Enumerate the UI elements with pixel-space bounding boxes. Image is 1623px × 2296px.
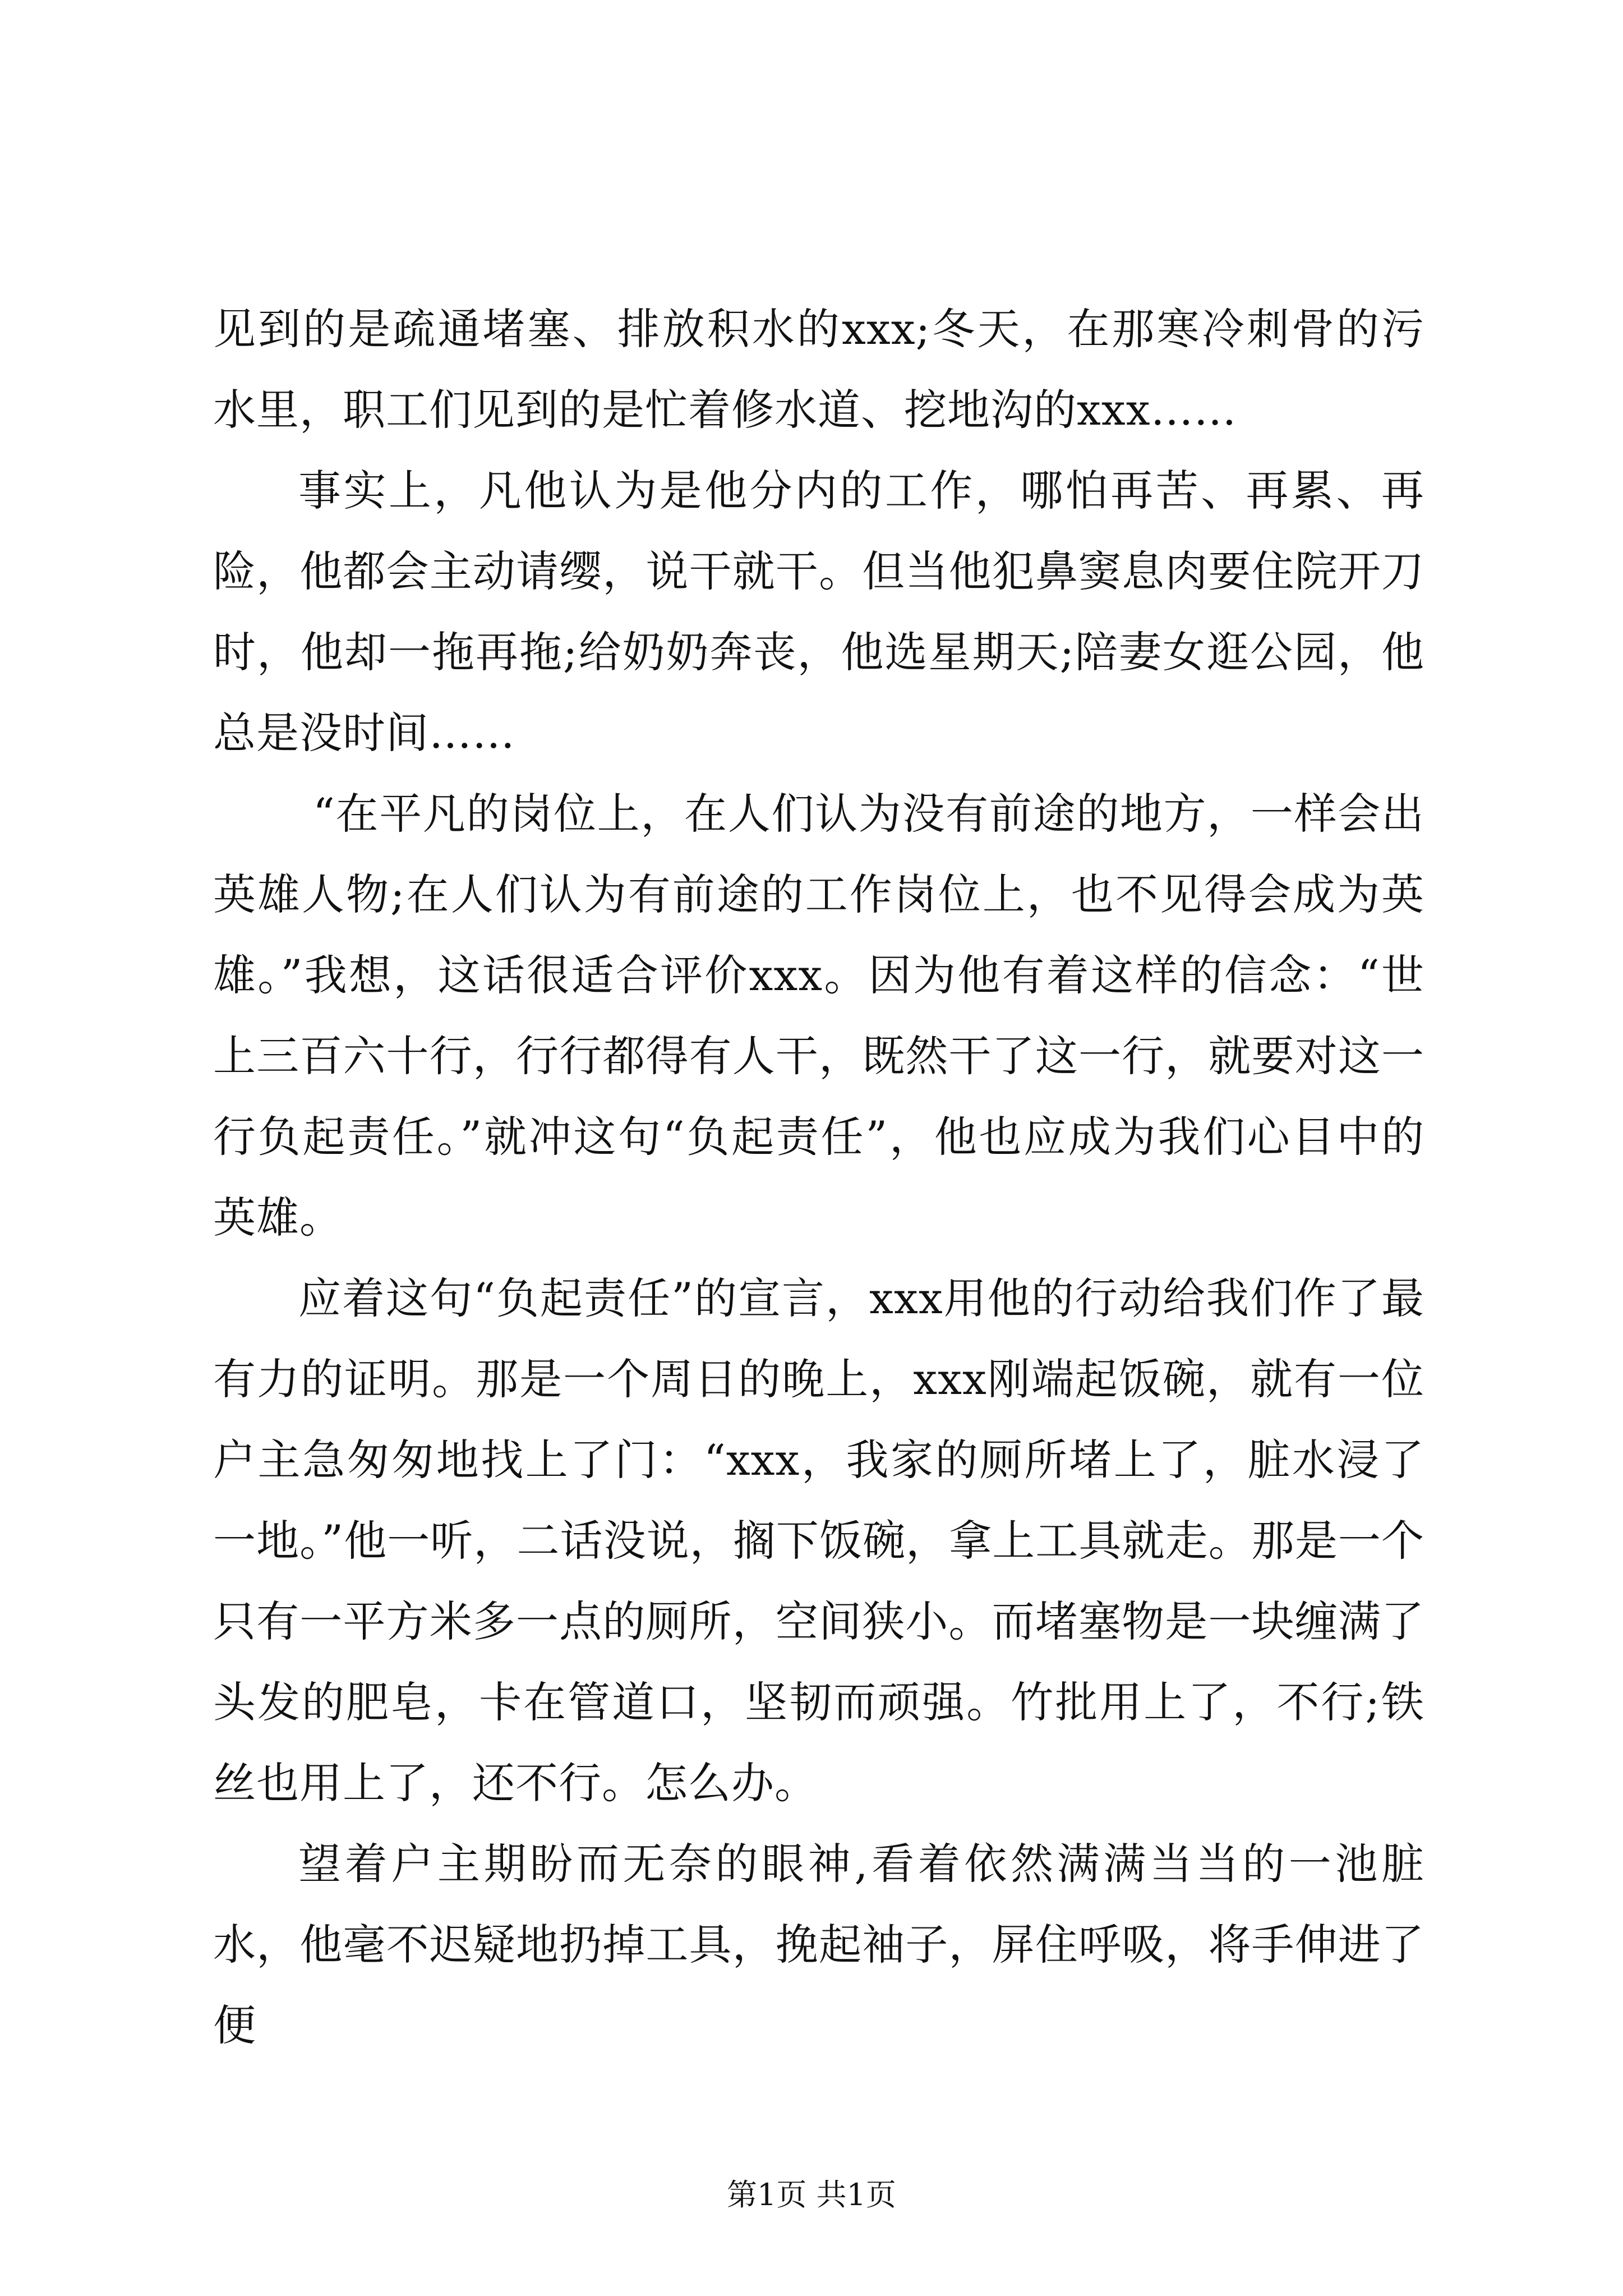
page-number-label: 第1页 共1页: [727, 2177, 896, 2212]
page-footer: [0, 2175, 1623, 2215]
paragraph-work-attitude: 事实上，凡他认为是他分内的工作，哪怕再苦、再累、再险，他都会主动请缨，说干就干。但当他犯鼻窦息肉要住院开刀时，他却一拖再拖;给奶奶奔丧，他选星期天;陪妻女逛公园，他总是没时间……: [213, 466, 1424, 758]
paragraph-hands-in-drain: 望着户主期盼而无奈的眼神,看着依然满满当当的一池脏水，他毫不迟疑地扔掉工具，挽起袖子，屏住呼吸，将手伸进了便: [213, 1839, 1424, 2050]
document-body: [213, 289, 1424, 2066]
paragraph-hero-quote: “在平凡的岗位上，在人们认为没有前途的地方，一样会出英雄人物;在人们认为有前途的工作岗位上，也不见得会成为英雄。”我想，这话很适合评价xxx。因为他有着这样的信念：“世上三百六十行，行行都得有人干，既然干了这一行，就要对这一行负起责任。”就冲这句“负起责任”，他也应成为我们心目中的英雄。: [213, 789, 1424, 1243]
paragraph-continuation: 见到的是疏通堵塞、排放积水的xxx;冬天，在那寒冷刺骨的污水里，职工们见到的是忙着修水道、挖地沟的xxx……: [213, 304, 1424, 435]
paragraph-responsibility-story: 应着这句“负起责任”的宣言，xxx用他的行动给我们作了最有力的证明。那是一个周日的晚上，xxx刚端起饭碗，就有一位户主急匆匆地找上了门：“xxx，我家的厕所堵上了，脏水浸了一地。”他一听，二话没说，搁下饭碗，拿上工具就走。那是一个只有一平方米多一点的厕所，空间狭小。而堵塞物是一块缠满了头发的肥皂，卡在管道口，坚韧而顽强。竹批用上了，不行;铁丝也用上了，还不行。怎么办。: [213, 1273, 1424, 1808]
